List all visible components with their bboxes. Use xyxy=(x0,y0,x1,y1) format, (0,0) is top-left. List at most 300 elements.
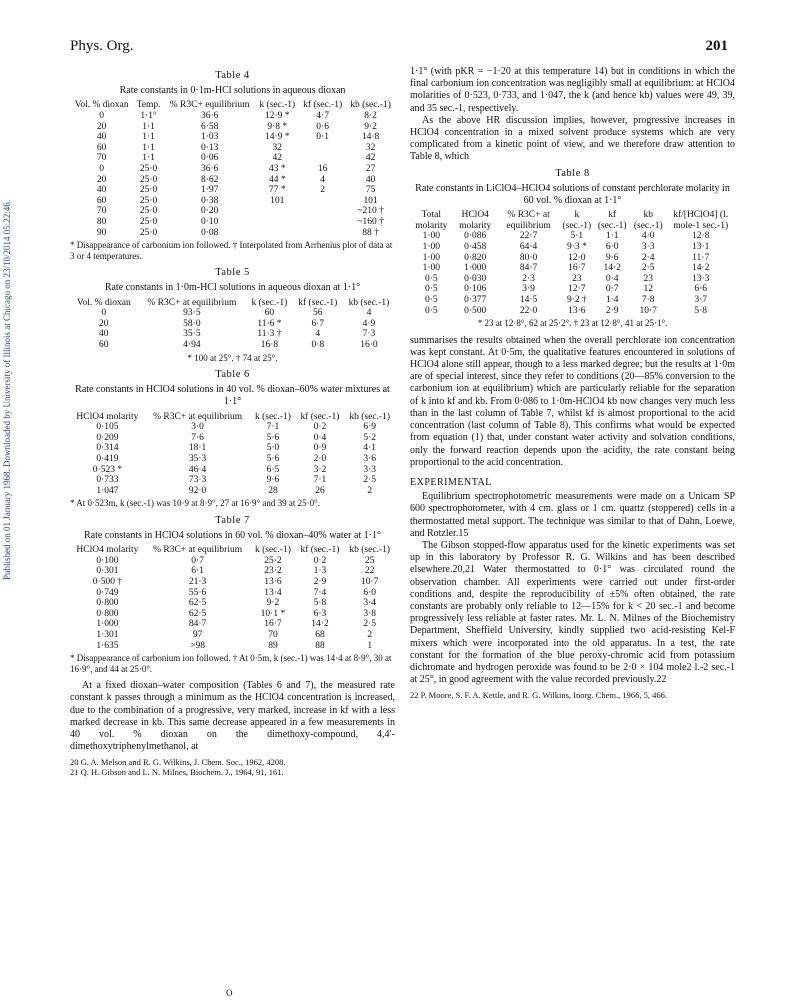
table-4-grid xyxy=(70,100,395,238)
table-cell: 23 xyxy=(572,273,582,284)
table-cell: 0·7 xyxy=(605,284,619,295)
table-cell: 75 xyxy=(365,185,376,196)
table-row xyxy=(410,306,735,317)
table-cell: 80·0 xyxy=(519,252,538,263)
table-cell xyxy=(299,217,346,228)
table-cell: 25·0 xyxy=(139,206,158,217)
experimental-paragraph-2: The Gibson stopped-flow apparatus used for the kinetic experiments was set up in this laboratory by Professor R. G. Wilkins and has been described elsewhere.20,21 Water thermostatted to 0·1° was circulated round the observation chamber. All experiments were carried out under first-order conditions and, despite the reproducibility of ±5% often obtained, the rate constants are probably only reliable to 12—15% for k < 20 sec.-1 and become progressively less reliable at faster rates. Mr. L. N. Milnes of the Biochemistry Department, Sheffield University, kindly supplied two acid-resisting Kel-F mixers which were incorporated into the old apparatus. In a test, the rate constant for the formation of the blue peroxy-chromic acid from potassium dichromate and hydrogen peroxide was found to be 2·0 × 104 mole2 l.-2 sec.-1 at 25°, in good agreement with the value recorded previously.22 xyxy=(410,539,735,686)
table-cell: 9·6 xyxy=(605,252,619,263)
table-cell: 0·314 xyxy=(96,443,119,454)
table-row xyxy=(410,231,735,242)
table-cell: 5·6 xyxy=(266,432,280,443)
table-cell: 12·0 xyxy=(568,252,586,263)
reference-20: 20 G. A. Melson and R. G. Wilkins, J. Chem. Soc., 1962, 4208. xyxy=(70,757,286,768)
table-cell: 70 xyxy=(96,153,107,164)
table-cell: 12 xyxy=(643,284,653,295)
table-cell: 3·9 xyxy=(522,284,535,295)
table-cell xyxy=(255,217,299,228)
table-cell: 21·3 xyxy=(188,577,207,588)
table-cell: 2·4 xyxy=(641,252,655,263)
table-row xyxy=(70,630,395,641)
table-row xyxy=(70,465,395,476)
table-cell: 25·0 xyxy=(139,185,158,196)
table-cell: 0·301 xyxy=(96,566,119,577)
table-cell: 36·6 xyxy=(200,111,219,121)
table-cell: 60 xyxy=(264,308,275,319)
table-cell: 0·5 xyxy=(425,273,438,284)
table-cell: 0·4 xyxy=(605,273,619,284)
table-cell: >98 xyxy=(190,640,206,651)
table-cell: 7·3 xyxy=(362,329,376,340)
table-cell: 4·7 xyxy=(316,111,329,121)
table-cell: 7·1 xyxy=(313,475,327,486)
right-paragraph-3: summarises the results obtained when the overall perchlorate ion concentration was kept constant. At 0·5m, the qualitative features encountered in solutions of HClO4 alone still appear, though to a less marked degree; but the results at 1·0m are of special interest, since they refer to conditions (20—85% conversion to the carbonium ion at equilibrium) which are particularly reliable for the separation of k into kf and kb. From 0·086 to 1·0m-HClO4 kb now changes very much less than in the last column of Table 7, whilst kf is almost proportional to the acid concentration (last column of Table 8). This confirms what would be expected from equation (1) that, under constant water activity and solvation conditions, only the forward reaction depends upon the acidity, the rate constant being proportional to the acid concentration. xyxy=(410,334,735,468)
table-8-caption: Rate constants in LiClO4–HClO4 solutions of constant perchlorate molarity in 60 vol. % dioxan at 1·1° xyxy=(415,182,730,207)
column-header: kf (sec.-1) xyxy=(303,100,343,111)
table-row xyxy=(70,329,395,340)
table-cell: 25·0 xyxy=(139,163,158,174)
journal-name: Phys. Org. xyxy=(70,38,134,54)
table-cell: 11·7 xyxy=(692,252,710,263)
table-cell: 0 xyxy=(99,163,105,174)
table-cell: 16·7 xyxy=(264,619,282,630)
table-row xyxy=(70,433,395,444)
column-header: kf/[HClO4] (l. mole-1 sec.-1) xyxy=(673,210,729,231)
table-cell: 1·00 xyxy=(422,231,441,242)
table-cell: 7·4 xyxy=(313,587,327,598)
table-cell: 0·030 xyxy=(464,273,487,284)
table-cell: 2·3 xyxy=(522,273,535,284)
table-row xyxy=(410,284,735,295)
table-cell: 6·9 xyxy=(363,422,377,433)
experimental-heading: EXPERIMENTAL xyxy=(410,476,492,488)
table-cell: 0·500 † xyxy=(92,577,123,588)
table-6-grid xyxy=(70,412,395,497)
table-8-note: * 23 at 12·8°, 62 at 25·2°. † 23 at 12·8°, 41 at 25·1°. xyxy=(477,318,668,329)
table-cell: 0·2 xyxy=(313,422,327,433)
table-cell: 1·635 xyxy=(96,640,119,651)
table-row xyxy=(70,185,395,196)
table-cell: 20 xyxy=(96,121,107,132)
table-cell: 11·3 † xyxy=(257,329,282,340)
table-cell: 4·9 xyxy=(362,318,376,329)
table-cell: 88 † xyxy=(362,227,379,238)
table-cell: 13·4 xyxy=(264,587,282,598)
page-header xyxy=(70,38,728,60)
table-cell: 22·0 xyxy=(519,305,538,316)
table-cell: 14·8 xyxy=(361,132,380,143)
column-header: Vol. % dioxan xyxy=(76,297,131,308)
column-header: Temp. xyxy=(136,100,161,111)
column-header: % R3C+ at equilibrium xyxy=(153,545,243,556)
table-cell: 101 xyxy=(270,195,285,206)
table-row xyxy=(70,111,395,122)
table-cell: 89 xyxy=(268,640,278,651)
table-cell: 26 xyxy=(315,485,325,496)
table-cell: 0·4 xyxy=(313,432,327,443)
table-cell: 84·7 xyxy=(519,263,538,274)
table-row xyxy=(70,486,395,497)
table-cell: 42 xyxy=(272,153,283,164)
table-7-note: * Disappearance of carbonium ion followed. † At 0·5m, k (sec.-1) was 14·4 at 8·9°, 30 at 16·9°, and 44 at 25·0°. xyxy=(70,653,392,674)
table-cell: 8·2 xyxy=(364,111,377,121)
right-column xyxy=(410,66,735,700)
table-cell: 1·97 xyxy=(200,185,219,196)
table-cell: 60 xyxy=(96,195,107,206)
table-cell: 1·047 xyxy=(96,485,119,496)
table-cell: 9·2 xyxy=(364,121,377,132)
table-row xyxy=(410,242,735,253)
table-cell: 14·5 xyxy=(519,294,538,305)
table-cell: 0·10 xyxy=(200,216,219,227)
table-row xyxy=(70,566,395,577)
table-cell: 3·3 xyxy=(641,242,655,253)
table-cell: 12·8 xyxy=(691,231,710,242)
table-cell: 0·105 xyxy=(96,422,119,433)
left-body-paragraph: At a fixed dioxan–water composition (Tables 6 and 7), the measured rate constant k passes through a minimum as the HClO4 concentration is increased, due to the combination of a progressive, very marked, increase in kf with a less marked decrease in kb. This same decrease appeared in a few measurements in 40 vol. % dioxan on the dimethoxy-compound, 4,4′-dimethoxytriphenylmethanol, at xyxy=(70,680,395,753)
table-cell: 9·2 xyxy=(266,598,280,609)
table-row xyxy=(70,641,395,652)
table-cell: 1·1 xyxy=(605,231,619,242)
table-cell: 5·8 xyxy=(694,305,708,316)
table-cell: 1·1 xyxy=(142,121,155,132)
table-cell: 44 * xyxy=(268,174,286,185)
table-cell: 23 xyxy=(643,273,653,284)
table-6-caption: Rate constants in HClO4 solutions in 40 vol. % dioxan–60% water mixtures at 1·1° xyxy=(75,384,390,408)
table-cell: 6·5 xyxy=(266,464,280,475)
column-header: % R3C+ at equilibrium xyxy=(506,210,551,231)
table-cell: 9·3 * xyxy=(566,242,587,253)
table-cell: 6·0 xyxy=(605,242,619,253)
table-cell: 25·2 xyxy=(264,555,282,566)
table-cell: 40 xyxy=(99,329,109,340)
reference-22: 22 P. Moore, S. F. A. Kettle, and R. G. Wilkins, Inorg. Chem., 1966, 5, 466. xyxy=(410,690,667,701)
table-cell: 12·7 xyxy=(568,284,586,295)
table-cell: 90 xyxy=(96,227,107,238)
right-references xyxy=(410,690,735,700)
table-cell: 0·377 xyxy=(464,294,487,305)
table-cell: 88 xyxy=(315,640,325,651)
table-cell: 3·2 xyxy=(313,464,327,475)
table-cell: 0·6 xyxy=(316,121,329,132)
table-cell: 20 xyxy=(96,174,107,185)
table-cell: 20 xyxy=(99,318,109,329)
table-cell: 13·6 xyxy=(568,305,586,316)
table-cell: 4·1 xyxy=(363,443,377,454)
table-row xyxy=(70,556,395,567)
table-cell: 9·2 † xyxy=(566,294,587,305)
table-row xyxy=(70,175,395,186)
table-cell: 58·0 xyxy=(183,318,201,329)
column-header: kb (sec.-1) xyxy=(349,411,390,422)
table-5-note: * 100 at 25°. † 74 at 25°. xyxy=(187,352,278,363)
table-cell: 16·0 xyxy=(360,339,378,350)
table-cell: 27 xyxy=(365,163,376,174)
table-cell: 68 xyxy=(315,630,325,641)
table-cell: 5·0 xyxy=(266,443,280,454)
table-cell: 14·9 * xyxy=(265,132,290,143)
table-row xyxy=(70,598,395,609)
table-cell: 32 xyxy=(272,142,283,153)
table-row xyxy=(70,206,395,217)
table-cell: 10·7 xyxy=(639,305,657,316)
table-cell: 0·500 xyxy=(464,305,487,316)
column-header: k (sec.-1) xyxy=(255,545,291,556)
table-cell: 0·523 * xyxy=(92,464,123,475)
table-cell: 101 xyxy=(363,195,378,206)
table-cell: 32 xyxy=(365,142,376,153)
page-number: 201 xyxy=(705,38,728,54)
table-row xyxy=(410,295,735,306)
table-cell: 4 xyxy=(320,174,325,185)
table-cell: 62·5 xyxy=(188,598,207,609)
table-cell: 0·13 xyxy=(200,142,219,153)
table-6-title: Table 6 xyxy=(215,369,250,380)
table-cell: 1·1° xyxy=(140,111,157,121)
table-cell: 0·9 xyxy=(313,443,327,454)
column-header: k (sec.-1) xyxy=(251,297,288,308)
table-row xyxy=(70,164,395,175)
table-7 xyxy=(70,515,395,674)
table-row xyxy=(410,274,735,285)
column-header: Total molarity xyxy=(415,210,448,231)
table-row xyxy=(70,217,395,228)
table-6-note: * At 0·523m, k (sec.-1) was 10·9 at 8·9°, 27 at 16·9° and 39 at 25·0°. xyxy=(70,498,320,509)
table-cell: 5·6 xyxy=(266,453,280,464)
table-cell: 2 xyxy=(367,485,373,496)
table-cell: 1·4 xyxy=(605,294,619,305)
table-cell: 16 xyxy=(317,163,328,174)
table-cell: 1·000 xyxy=(96,619,119,630)
column-header: % R3C+ at equilibrium xyxy=(153,411,243,422)
table-cell: 3·0 xyxy=(191,422,204,433)
table-cell: 0·5 xyxy=(425,284,438,295)
table-cell: 46·4 xyxy=(188,464,207,475)
table-4-title: Table 4 xyxy=(215,70,250,81)
table-cell: 60 xyxy=(99,339,109,350)
table-cell: 14·2 xyxy=(603,263,621,274)
left-references xyxy=(70,757,395,777)
table-cell: 3·4 xyxy=(363,598,377,609)
table-cell: 0·08 xyxy=(200,227,219,238)
table-cell: 7·1 xyxy=(266,422,280,433)
table-cell: 4·94 xyxy=(183,339,201,350)
column-header: k (sec.-1) xyxy=(562,210,592,231)
column-header: kf (sec.-1) xyxy=(298,297,338,308)
column-header: kb (sec.-1) xyxy=(350,100,391,111)
table-cell: 1·000 xyxy=(464,263,487,274)
table-5-grid xyxy=(70,298,395,351)
table-cell: 0·820 xyxy=(464,252,487,263)
table-cell: 1·00 xyxy=(422,263,441,274)
table-cell: 14·2 xyxy=(311,619,329,630)
reference-21: 21 Q. H. Gibson and L. N. Milnes, Biochem. J., 1964, 91, 161. xyxy=(70,767,284,778)
table-cell: 9·6 xyxy=(266,475,280,486)
table-cell xyxy=(255,228,299,239)
column-header: k (sec.-1) xyxy=(255,411,291,422)
table-cell: 5·2 xyxy=(363,432,377,443)
table-cell: 25 xyxy=(364,555,375,566)
table-cell: 70 xyxy=(96,206,107,217)
table-cell: 13·3 xyxy=(691,273,710,284)
table-cell: 40 xyxy=(365,174,376,185)
table-cell: 22 xyxy=(364,566,375,577)
column-header: kb (sec.-1) xyxy=(349,545,390,556)
table-cell: 3·7 xyxy=(694,294,708,305)
table-cell: 2·9 xyxy=(605,305,619,316)
table-cell: 4 xyxy=(315,329,321,340)
table-cell: 1·301 xyxy=(96,630,119,641)
column-header: kf (sec.-1) xyxy=(597,210,627,231)
table-cell: 0·5 xyxy=(425,305,438,316)
table-cell: 2 xyxy=(320,185,325,196)
table-cell: 0 xyxy=(101,308,107,319)
table-row xyxy=(70,475,395,486)
experimental-paragraph-1: Equilibrium spectrophotometric measurements were made on a Unicam SP 600 spectrophotometer, with 4 cm. glass or 1 cm. quartz (stoppered) cells in a thermostatted metal support. The technique was similar to that of Dahn, Loewe, and Rotzler.15 xyxy=(410,491,735,539)
right-paragraph-1: 1·1° (with pKR = −1·20 at this temperature 14) but in conditions in which the final carbonium ion concentration was negligibly small at equilibrium: at HClO4 molarities of 0·523, 0·733, and 1·047, the k (and hence kb) values were 49, 39, and 35 sec.-1, respectively. xyxy=(410,66,735,114)
column-header: % R3C+ at equilibrium xyxy=(147,297,237,308)
table-5-title: Table 5 xyxy=(215,267,250,279)
table-cell: 6·7 xyxy=(311,318,325,329)
table-cell: 0·106 xyxy=(464,284,487,295)
table-row xyxy=(70,422,395,433)
table-cell: 22·7 xyxy=(519,231,538,242)
table-7-grid xyxy=(70,545,395,651)
table-row xyxy=(70,196,395,207)
table-cell: 1·00 xyxy=(422,252,441,263)
column-header: Vol. % dioxan xyxy=(74,100,129,111)
table-cell: 1·03 xyxy=(200,132,219,143)
download-notice[interactable]: Published on 01 January 1968. Downloaded by University of Illinois at Chicago on 23/10/2014 05:22:46. xyxy=(2,200,12,580)
table-7-title: Table 7 xyxy=(215,514,250,526)
table-7-caption: Rate constants in HClO4 solutions in 60 vol. % dioxan–40% water at 1·1° xyxy=(83,530,382,542)
column-header: HClO4 molarity xyxy=(76,545,139,556)
table-cell: 2·5 xyxy=(363,619,377,630)
table-cell: 0·086 xyxy=(464,231,487,242)
table-cell: 40 xyxy=(96,132,107,143)
table-cell: 56 xyxy=(313,308,323,319)
table-cell xyxy=(299,228,346,239)
table-cell: 10·7 xyxy=(360,577,379,588)
table-cell: 2·0 xyxy=(313,453,327,464)
table-cell: ~160 † xyxy=(357,216,384,227)
table-cell: 18·1 xyxy=(188,443,207,454)
table-8-grid xyxy=(410,210,735,316)
right-paragraph-2: As the above HR discussion implies, however, progressive increases in HClO4 concentration in a mixed solvent produce systems which are very complicated from a kinetic point of view, and we therefore draw attention to Table 8, which xyxy=(410,114,735,163)
table-cell: 0·5 xyxy=(425,294,438,305)
table-cell: 1 xyxy=(367,640,373,651)
table-row xyxy=(410,253,735,264)
table-cell: 60 xyxy=(96,142,107,153)
table-cell: 25·0 xyxy=(139,227,158,238)
table-cell: 1·3 xyxy=(313,566,327,577)
table-row xyxy=(70,619,395,630)
table-5-caption: Rate constants in 1·0m-HCl solutions in aqueous dioxan at 1·1° xyxy=(104,282,361,294)
table-cell xyxy=(299,206,346,217)
table-cell: 0·800 xyxy=(96,608,119,619)
table-cell: 6·0 xyxy=(363,587,377,598)
column-header: kf (sec.-1) xyxy=(300,545,340,556)
column-header: kb (sec.-1) xyxy=(633,210,663,231)
column-header: kf (sec.-1) xyxy=(300,411,340,422)
table-cell: 1·1 xyxy=(142,153,155,164)
table-cell: 23·2 xyxy=(264,566,282,577)
table-cell: 73·3 xyxy=(188,475,207,486)
table-cell: 70 xyxy=(268,630,278,641)
column-header: HClO4 molarity xyxy=(76,411,139,422)
table-cell: 0·1 xyxy=(316,132,329,143)
table-cell: 2·5 xyxy=(641,263,655,274)
table-cell: 36·6 xyxy=(200,163,219,174)
table-cell: 80 xyxy=(96,216,107,227)
table-row xyxy=(70,308,395,319)
table-cell: 64·4 xyxy=(519,242,538,253)
table-cell: 7·6 xyxy=(191,432,204,443)
table-5 xyxy=(70,267,395,363)
table-cell: 16·8 xyxy=(260,339,279,350)
table-cell: 0·749 xyxy=(96,587,119,598)
table-row xyxy=(70,609,395,620)
table-cell: 40 xyxy=(96,185,107,196)
table-cell: 6·3 xyxy=(313,608,327,619)
table-row xyxy=(70,143,395,154)
table-8 xyxy=(410,168,735,329)
table-cell: 93·5 xyxy=(183,308,201,319)
table-cell: 9·8 * xyxy=(267,121,288,132)
table-row xyxy=(70,454,395,465)
table-cell: 3·3 xyxy=(363,464,377,475)
table-row xyxy=(70,319,395,330)
table-cell: 77 * xyxy=(268,185,286,196)
table-cell: 5·1 xyxy=(570,231,584,242)
table-cell: 0·06 xyxy=(200,153,219,164)
table-cell: 0·2 xyxy=(313,555,327,566)
table-cell: 25·0 xyxy=(139,195,158,206)
table-row xyxy=(70,153,395,164)
table-cell: 0·733 xyxy=(96,475,119,486)
table-cell xyxy=(299,196,346,207)
table-row xyxy=(70,228,395,239)
table-cell: 1·1 xyxy=(142,132,155,143)
table-8-title: Table 8 xyxy=(555,167,590,179)
table-4 xyxy=(70,70,395,261)
table-cell: 14·2 xyxy=(691,263,710,274)
table-cell: 11·6 * xyxy=(257,318,282,329)
table-cell: 0·7 xyxy=(191,555,204,566)
table-cell: 5·8 xyxy=(313,598,327,609)
table-cell: 0·800 xyxy=(96,598,119,609)
table-cell xyxy=(299,143,346,154)
table-cell xyxy=(255,206,299,217)
table-row xyxy=(410,263,735,274)
table-cell: 13·1 xyxy=(691,242,710,253)
footer-mark: O xyxy=(226,988,233,998)
table-cell: 2·5 xyxy=(363,475,377,486)
table-cell: 1·1 xyxy=(142,142,155,153)
table-cell: 97 xyxy=(192,630,203,641)
table-cell: 12·9 * xyxy=(265,111,290,121)
table-cell: 25·0 xyxy=(139,174,158,185)
table-cell: 10·1 * xyxy=(260,608,286,619)
table-cell: 55·6 xyxy=(188,587,207,598)
column-header: HClO4 molarity xyxy=(459,210,492,231)
table-cell: 0·20 xyxy=(200,206,219,217)
table-cell: 6·6 xyxy=(694,284,708,295)
table-cell: 6·1 xyxy=(191,566,204,577)
table-cell: 6·58 xyxy=(200,121,219,132)
table-cell: 16·7 xyxy=(568,263,586,274)
table-cell: 28 xyxy=(268,485,278,496)
